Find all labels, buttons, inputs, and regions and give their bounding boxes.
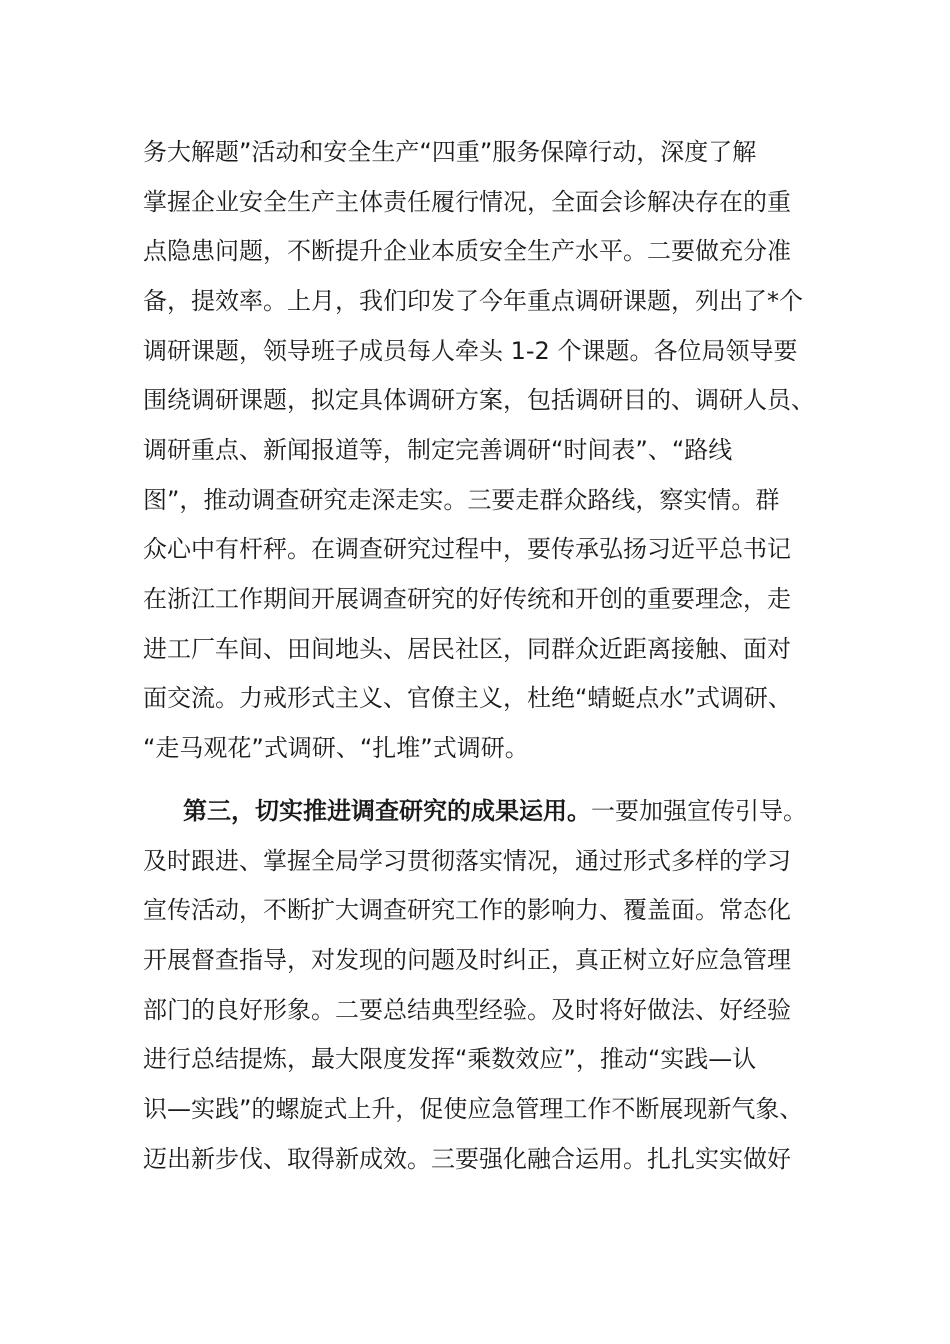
paragraph-2-line-5: 部门的良好形象。二要总结典型经验。及时将好做法、好经验 xyxy=(143,996,791,1024)
paragraph-2-line-2: 及时跟进、掌握全局学习贯彻落实情况，通过形式多样的学习 xyxy=(143,847,791,875)
paragraph-1-line-12: 面交流。力戒形式主义、官僚主义，杜绝“蜻蜓点水”式调研、 xyxy=(143,684,792,712)
paragraph-1-line-3: 点隐患问题，不断提升企业本质安全生产水平。二要做充分准 xyxy=(143,237,791,265)
paragraph-1-line-6: 围绕调研课题，拟定具体调研方案，包括调研目的、调研人员、 xyxy=(143,386,815,414)
paragraph-1-line-13: “走马观花”式调研、“扎堆”式调研。 xyxy=(143,734,529,762)
paragraph-1-line-1: 务大解题”活动和安全生产“四重”服务保障行动，深度了解 xyxy=(143,138,757,166)
paragraph-2-line-6: 进行总结提炼，最大限度发挥“乘数效应”，推动“实践—认 xyxy=(143,1045,757,1073)
paragraph-1-line-4: 备，提效率。上月，我们印发了今年重点调研课题，列出了*个 xyxy=(143,287,803,315)
paragraph-2-line-8: 迈出新步伐、取得新成效。三要强化融合运用。扎扎实实做好 xyxy=(143,1145,791,1173)
paragraph-1-line-8: 图”，推动调查研究走深走实。三要走群众路线，察实情。群 xyxy=(143,486,780,514)
paragraph-1-line-11: 进工厂车间、田间地头、居民社区，同群众近距离接触、面对 xyxy=(143,635,791,663)
paragraph-2-line-3: 宣传活动，不断扩大调查研究工作的影响力、覆盖面。常态化 xyxy=(143,896,791,924)
paragraph-2-line-1 xyxy=(183,786,807,836)
section-heading: 第三，切实推进调查研究的成果运用。 xyxy=(183,797,591,825)
paragraph-2-line-1-rest: 一要加强宣传引导。 xyxy=(591,797,807,825)
paragraph-1-line-9: 众心中有杆秤。在调查研究过程中，要传承弘扬习近平总书记 xyxy=(143,535,791,563)
paragraph-1-line-10: 在浙江工作期间开展调查研究的好传统和开创的重要理念，走 xyxy=(143,585,791,613)
paragraph-1-line-5: 调研课题，领导班子成员每人牵头 1-2 个课题。各位局领导要 xyxy=(143,337,798,365)
paragraph-2-line-7: 识—实践”的螺旋式上升，促使应急管理工作不断展现新气象、 xyxy=(143,1095,804,1123)
paragraph-1-line-7: 调研重点、新闻报道等，制定完善调研“时间表”、“路线 xyxy=(143,436,733,464)
paragraph-1-line-2: 掌握企业安全生产主体责任履行情况，全面会诊解决存在的重 xyxy=(143,188,791,216)
paragraph-2-line-4: 开展督查指导，对发现的问题及时纠正，真正树立好应急管理 xyxy=(143,946,791,974)
